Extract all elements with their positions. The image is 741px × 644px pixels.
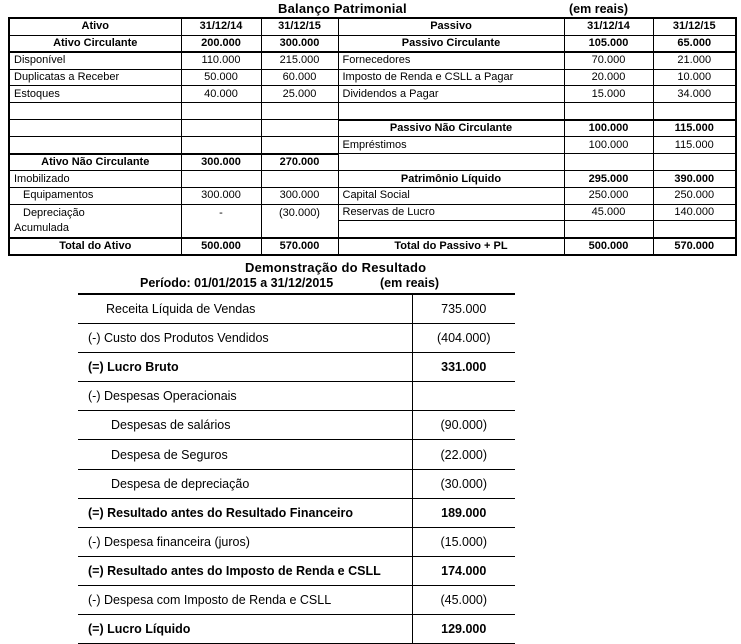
table-row bbox=[78, 469, 515, 498]
bs-value-cell: 500.000 bbox=[181, 238, 261, 256]
bs-label-cell: Ativo Não Circulante bbox=[9, 154, 181, 171]
dre-label-cell: (-) Despesa com Imposto de Renda e CSLL bbox=[78, 585, 412, 614]
bs-empty-cell bbox=[9, 137, 181, 154]
bs-label-line: Acumulada bbox=[14, 221, 70, 234]
dre-value-cell: 174.000 bbox=[412, 556, 515, 585]
bs-value-cell: - bbox=[181, 204, 261, 238]
table-row bbox=[78, 585, 515, 614]
bs-value-cell: 300.000 bbox=[261, 35, 338, 52]
bs-label-cell: Passivo Circulante bbox=[338, 35, 564, 52]
bs-value-cell: 20.000 bbox=[564, 69, 653, 86]
dre-value-cell: 735.000 bbox=[412, 294, 515, 324]
dre-label-cell: (=) Resultado antes do Resultado Financeiro bbox=[78, 498, 412, 527]
bs-value-cell: 570.000 bbox=[653, 238, 736, 256]
bs-value-cell: 570.000 bbox=[261, 238, 338, 256]
bs-value-cell: 115.000 bbox=[653, 120, 736, 137]
bs-empty-cell bbox=[338, 221, 564, 238]
bs-value-cell: 15.000 bbox=[564, 86, 653, 103]
bs-value-cell: 140.000 bbox=[653, 204, 736, 221]
bs-value-cell: 115.000 bbox=[653, 137, 736, 154]
dre-value-cell: (15.000) bbox=[412, 527, 515, 556]
dre-value-cell: (30.000) bbox=[412, 469, 515, 498]
dre-total-row bbox=[78, 615, 515, 644]
bs-value-cell bbox=[181, 171, 261, 188]
bs-empty-cell bbox=[181, 120, 261, 137]
bs-header-cell: Passivo bbox=[338, 18, 564, 35]
bs-label-cell: Disponível bbox=[9, 52, 181, 69]
bs-value-cell: 70.000 bbox=[564, 52, 653, 69]
table-row bbox=[78, 294, 515, 324]
table-row bbox=[9, 137, 736, 154]
bs-value-cell: 10.000 bbox=[653, 69, 736, 86]
bs-value-cell: 300.000 bbox=[261, 187, 338, 204]
bs-label-cell: Total do Ativo bbox=[9, 238, 181, 256]
bs-header-cell: Ativo bbox=[9, 18, 181, 35]
bs-value-cell: 34.000 bbox=[653, 86, 736, 103]
bs-label-cell: Capital Social bbox=[338, 187, 564, 204]
bs-value-cell: 25.000 bbox=[261, 86, 338, 103]
bs-value-cell: 100.000 bbox=[564, 137, 653, 154]
dre-label-cell: (-) Despesa financeira (juros) bbox=[78, 527, 412, 556]
table-row bbox=[9, 86, 736, 103]
bs-header-cell: 31/12/15 bbox=[653, 18, 736, 35]
bs-empty-cell bbox=[261, 102, 338, 119]
dre-value-cell bbox=[412, 382, 515, 411]
bs-empty-cell bbox=[9, 102, 181, 119]
table-row bbox=[9, 102, 736, 119]
table-row bbox=[9, 69, 736, 86]
bs-value-cell: 215.000 bbox=[261, 52, 338, 69]
income-statement-period: Período: 01/01/2015 a 31/12/2015 bbox=[140, 276, 334, 290]
bs-label-cell: Fornecedores bbox=[338, 52, 564, 69]
bs-value-cell: 110.000 bbox=[181, 52, 261, 69]
balance-sheet-unit-label: (em reais) bbox=[569, 2, 629, 16]
dre-value-cell: 129.000 bbox=[412, 615, 515, 644]
bs-label-cell: Imposto de Renda e CSLL a Pagar bbox=[338, 69, 564, 86]
table-row bbox=[9, 154, 736, 171]
bs-label-line: Depreciação bbox=[23, 206, 85, 219]
bs-value-cell: 65.000 bbox=[653, 35, 736, 52]
bs-empty-cell bbox=[564, 221, 653, 238]
balance-sheet-title: Balanço Patrimonial bbox=[278, 1, 407, 16]
bs-value-cell: 500.000 bbox=[564, 238, 653, 256]
bs-value-cell: 45.000 bbox=[564, 204, 653, 221]
balance-sheet-table bbox=[8, 17, 737, 256]
bs-value-cell: 250.000 bbox=[564, 187, 653, 204]
dre-label-cell: (=) Lucro Bruto bbox=[78, 353, 412, 382]
dre-value-cell: 189.000 bbox=[412, 498, 515, 527]
bs-value-cell: 250.000 bbox=[653, 187, 736, 204]
bs-empty-cell bbox=[9, 120, 181, 137]
table-row bbox=[9, 204, 736, 221]
table-row bbox=[78, 411, 515, 440]
dre-subtotal-row bbox=[78, 556, 515, 585]
bs-value-cell: 295.000 bbox=[564, 171, 653, 188]
bs-label-cell: Estoques bbox=[9, 86, 181, 103]
bs-empty-cell bbox=[338, 154, 564, 171]
bs-header-cell: 31/12/14 bbox=[181, 18, 261, 35]
bs-total-row bbox=[9, 238, 736, 256]
bs-empty-cell bbox=[653, 221, 736, 238]
bs-value-cell: 105.000 bbox=[564, 35, 653, 52]
dre-label-cell: Despesas de salários bbox=[78, 411, 412, 440]
bs-label-cell: Patrimônio Líquido bbox=[338, 171, 564, 188]
bs-value-cell: 300.000 bbox=[181, 154, 261, 171]
bs-empty-cell bbox=[564, 154, 653, 171]
table-row bbox=[9, 52, 736, 69]
bs-empty-cell bbox=[181, 102, 261, 119]
dre-label-cell: (=) Resultado antes do Imposto de Renda e CSLL bbox=[78, 556, 412, 585]
bs-value-cell: 50.000 bbox=[181, 69, 261, 86]
dre-value-cell: (22.000) bbox=[412, 440, 515, 469]
table-row bbox=[9, 171, 736, 188]
bs-label-cell: Passivo Não Circulante bbox=[338, 120, 564, 137]
table-row bbox=[78, 527, 515, 556]
bs-label-cell: Ativo Circulante bbox=[9, 35, 181, 52]
bs-value-cell: (30.000) bbox=[261, 204, 338, 238]
bs-value-cell bbox=[261, 171, 338, 188]
bs-value-cell: 390.000 bbox=[653, 171, 736, 188]
bs-header-cell: 31/12/14 bbox=[564, 18, 653, 35]
bs-label-cell: Dividendos a Pagar bbox=[338, 86, 564, 103]
dre-value-cell: (404.000) bbox=[412, 324, 515, 353]
bs-value-cell: 40.000 bbox=[181, 86, 261, 103]
bs-value-cell: 200.000 bbox=[181, 35, 261, 52]
bs-value-cell: 60.000 bbox=[261, 69, 338, 86]
bs-label-cell: Empréstimos bbox=[338, 137, 564, 154]
dre-label-cell: Receita Líquida de Vendas bbox=[78, 294, 412, 324]
dre-subtotal-row bbox=[78, 498, 515, 527]
bs-empty-cell bbox=[181, 137, 261, 154]
income-statement-unit-label: (em reais) bbox=[380, 276, 440, 290]
bs-empty-cell bbox=[261, 137, 338, 154]
bs-value-cell: 21.000 bbox=[653, 52, 736, 69]
bs-empty-cell bbox=[653, 154, 736, 171]
dre-label-cell: Despesa de Seguros bbox=[78, 440, 412, 469]
table-row bbox=[78, 324, 515, 353]
income-statement-table bbox=[78, 293, 515, 644]
bs-header-row bbox=[9, 18, 736, 35]
dre-label-cell: (-) Despesas Operacionais bbox=[78, 382, 412, 411]
dre-subtotal-row bbox=[78, 353, 515, 382]
bs-label-cell: Total do Passivo + PL bbox=[338, 238, 564, 256]
bs-empty-cell bbox=[653, 102, 736, 119]
bs-value-cell: 100.000 bbox=[564, 120, 653, 137]
dre-label-cell: Despesa de depreciação bbox=[78, 469, 412, 498]
dre-value-cell: (90.000) bbox=[412, 411, 515, 440]
bs-label-cell: Imobilizado bbox=[9, 171, 181, 188]
bs-value-cell: 270.000 bbox=[261, 154, 338, 171]
dre-label-cell: (-) Custo dos Produtos Vendidos bbox=[78, 324, 412, 353]
income-statement-title: Demonstração do Resultado bbox=[245, 260, 427, 275]
bs-empty-cell bbox=[564, 102, 653, 119]
table-row bbox=[9, 120, 736, 137]
table-row bbox=[78, 440, 515, 469]
dre-label-cell: (=) Lucro Líquido bbox=[78, 615, 412, 644]
bs-label-cell: Duplicatas a Receber bbox=[9, 69, 181, 86]
bs-value-cell: 300.000 bbox=[181, 187, 261, 204]
bs-empty-cell bbox=[338, 102, 564, 119]
bs-header-cell: 31/12/15 bbox=[261, 18, 338, 35]
bs-label-cell: Equipamentos bbox=[9, 187, 181, 204]
table-row bbox=[9, 35, 736, 52]
dre-value-cell: 331.000 bbox=[412, 353, 515, 382]
bs-empty-cell bbox=[261, 120, 338, 137]
table-row bbox=[78, 382, 515, 411]
table-row bbox=[9, 187, 736, 204]
bs-label-cell bbox=[9, 204, 181, 238]
dre-value-cell: (45.000) bbox=[412, 585, 515, 614]
bs-label-cell: Reservas de Lucro bbox=[338, 204, 564, 221]
